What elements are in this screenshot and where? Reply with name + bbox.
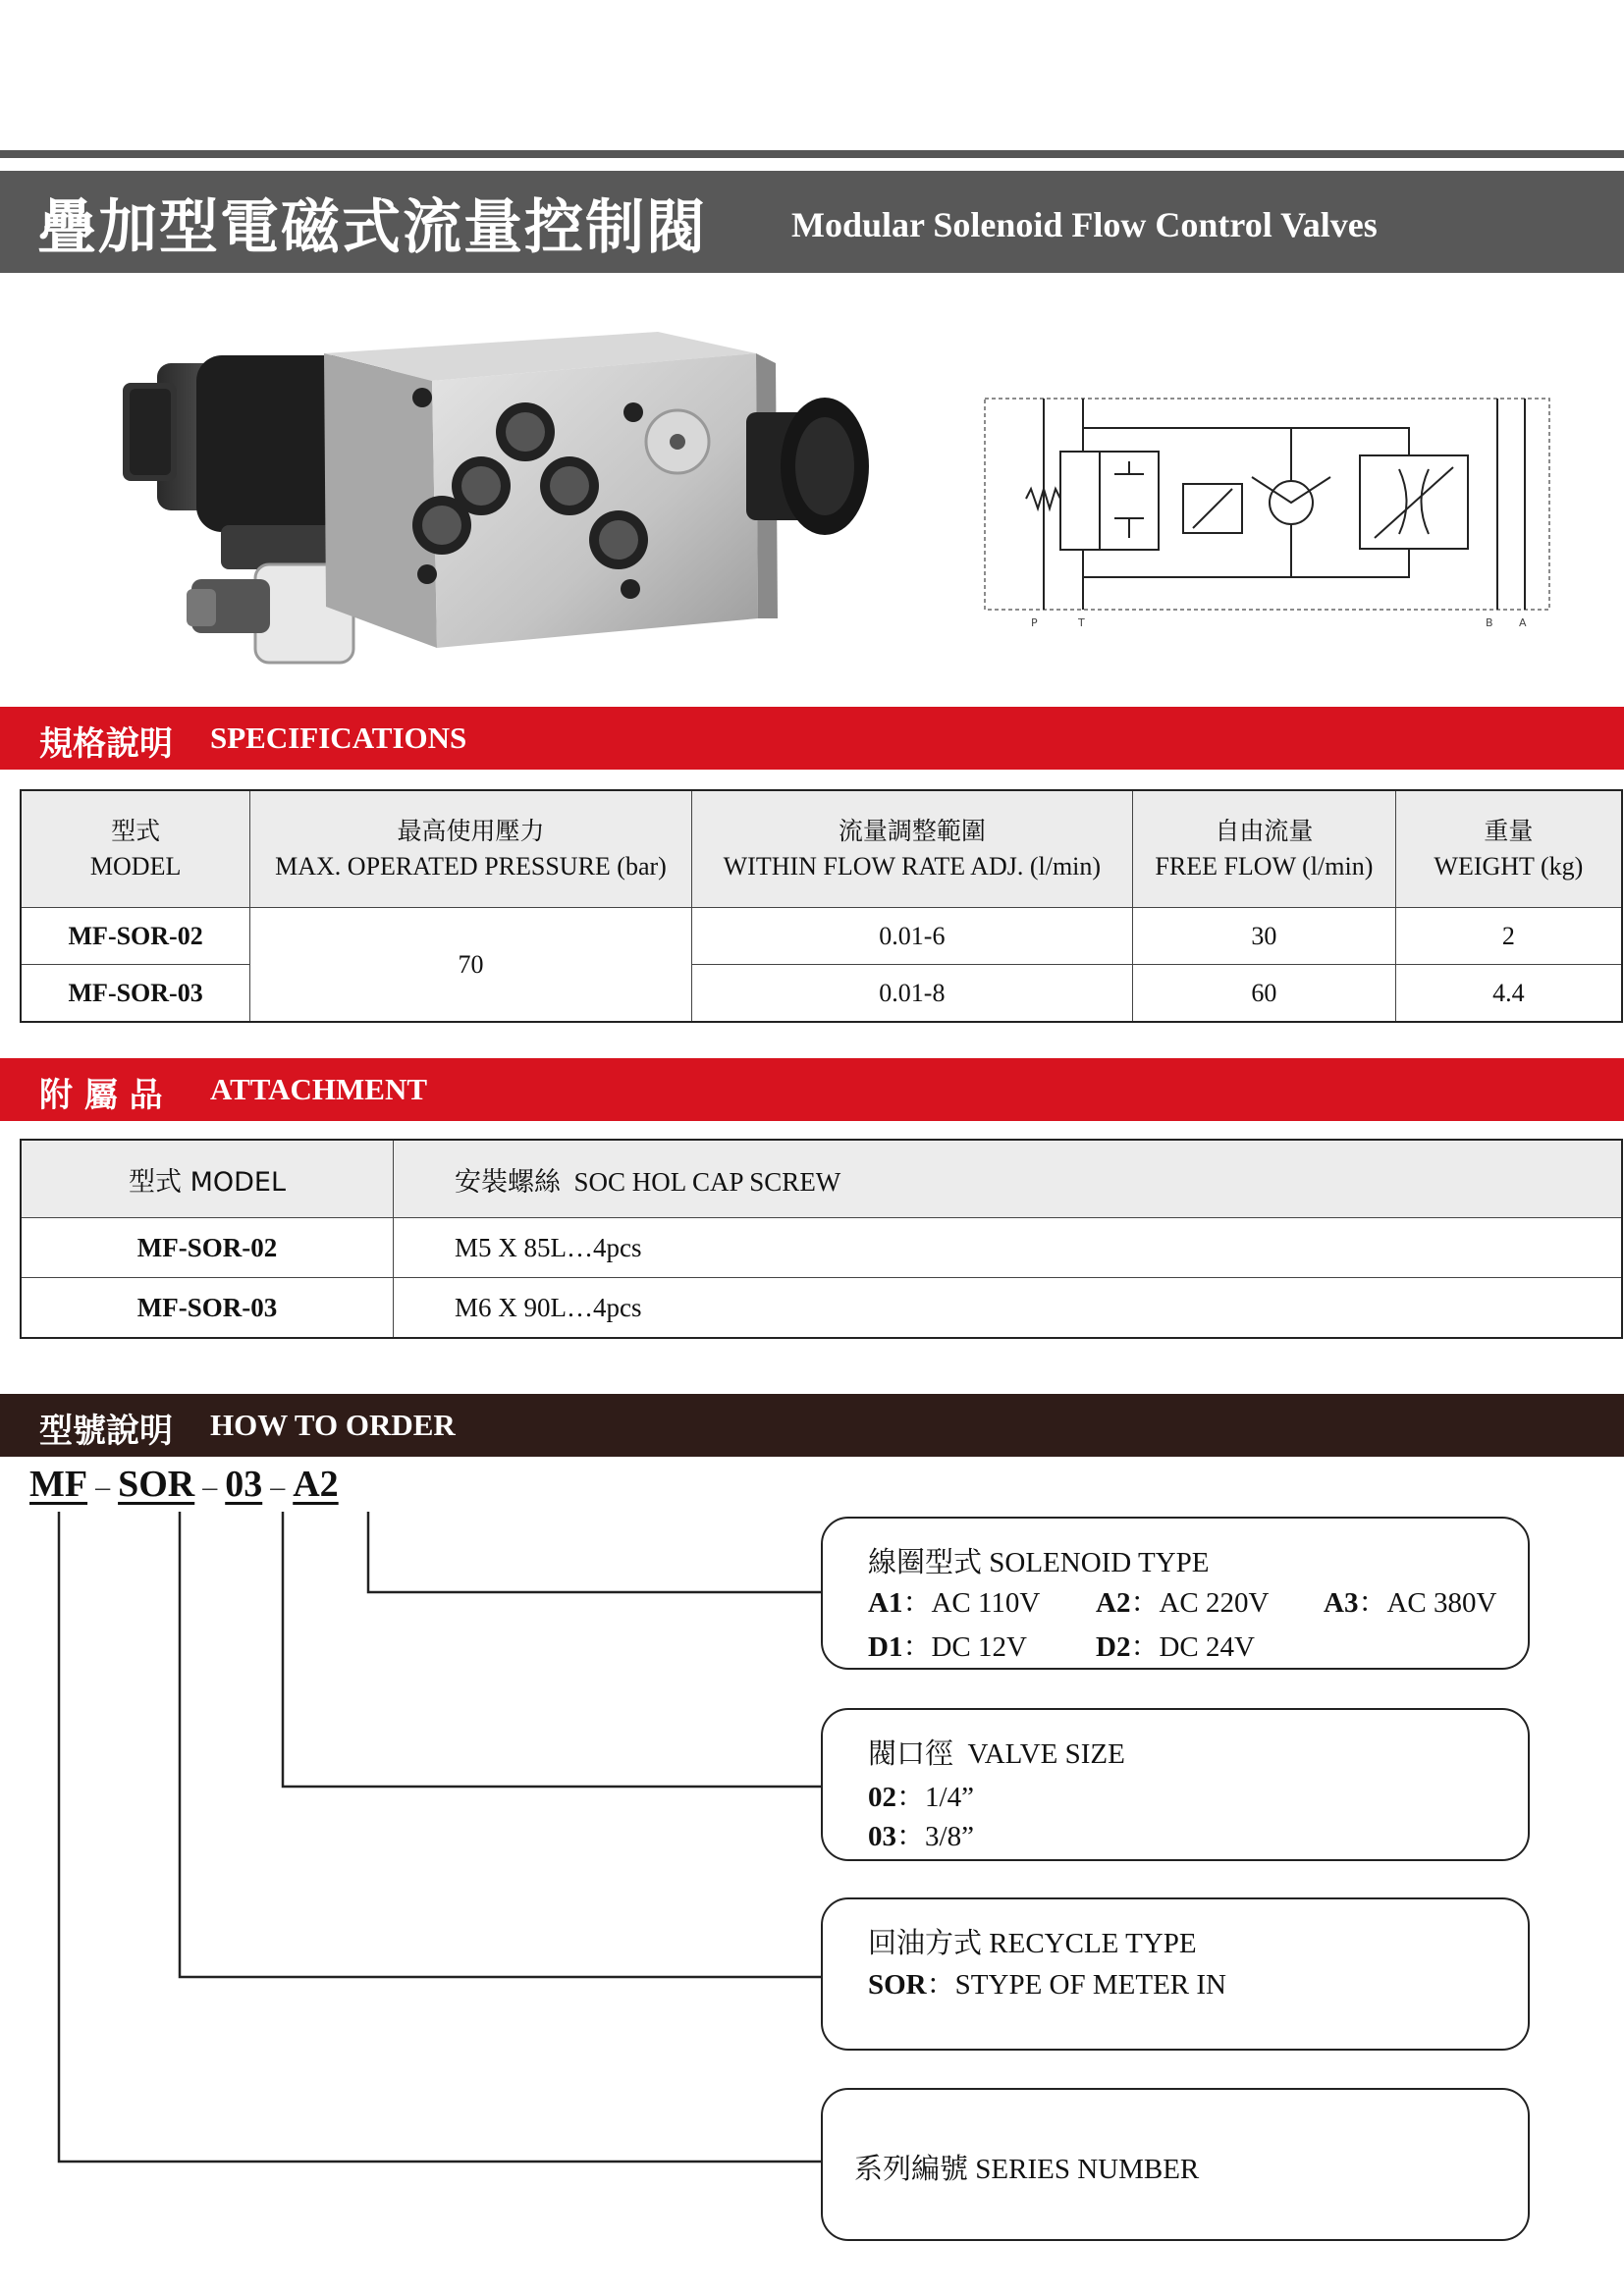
- title-chinese: 疊加型電磁式流量控制閥: [37, 193, 707, 262]
- recycle-type-box: [821, 1897, 1530, 2051]
- spec-free-flow-cell: 30: [1133, 908, 1396, 965]
- spec-col-model: 型式 MODEL: [21, 790, 250, 908]
- attachment-col-screw: 安裝螺絲 SOC HOL CAP SCREW: [394, 1140, 1623, 1218]
- spec-model-cell: MF-SOR-03: [21, 965, 250, 1023]
- order-connector-lines: [0, 1502, 884, 2169]
- solenoid-type-title: 線圈型式 SOLENOID TYPE: [868, 1545, 1210, 1578]
- attachment-model-cell: MF-SOR-02: [21, 1218, 394, 1278]
- how-to-order-heading-zh: 型號說明: [39, 1412, 173, 1451]
- valve-size-option-02: 02：1/4”: [868, 1782, 974, 1813]
- title-english: Modular Solenoid Flow Control Valves: [791, 205, 1378, 244]
- specifications-table: [20, 789, 1623, 1023]
- attachment-heading-zh: 附 屬 品: [39, 1076, 163, 1115]
- solenoid-option-a2: A2：AC 220V: [1096, 1587, 1270, 1619]
- series-number-box: [821, 2088, 1530, 2241]
- spec-col-free-flow: 自由流量 FREE FLOW (l/min): [1133, 790, 1396, 908]
- attachment-col-model: 型式 MODEL: [21, 1140, 394, 1218]
- valve-size-box: [821, 1708, 1530, 1861]
- table-row: [21, 1218, 1622, 1278]
- recycle-type-title: 回油方式 RECYCLE TYPE: [868, 1926, 1197, 1959]
- solenoid-option-d1: D1：DC 12V: [868, 1631, 1027, 1663]
- port-label-t: T: [1078, 616, 1085, 629]
- solenoid-option-d2: D2：DC 24V: [1096, 1631, 1255, 1663]
- spec-weight-cell: 4.4: [1395, 965, 1622, 1023]
- spec-model-cell: MF-SOR-02: [21, 908, 250, 965]
- attachment-heading: [0, 1058, 1624, 1121]
- spec-weight-cell: 2: [1395, 908, 1622, 965]
- recycle-option-sor: SOR：STYPE OF METER IN: [868, 1969, 1226, 2001]
- specifications-heading-zh: 規格說明: [39, 724, 173, 764]
- how-to-order-heading: [0, 1394, 1624, 1457]
- port-label-p: P: [1031, 616, 1038, 629]
- spec-pressure-cell: 70: [250, 908, 691, 1023]
- valve-size-title: 閥口徑 VALVE SIZE: [868, 1736, 1125, 1770]
- spec-col-pressure: 最高使用壓力 MAX. OPERATED PRESSURE (bar): [250, 790, 691, 908]
- solenoid-option-a3: A3：AC 380V: [1324, 1587, 1497, 1619]
- attachment-heading-en: ATTACHMENT: [210, 1072, 428, 1106]
- code-recycle: SOR: [118, 1464, 195, 1505]
- attachment-table: [20, 1139, 1623, 1339]
- attachment-model-cell: MF-SOR-03: [21, 1278, 394, 1339]
- valve-size-option-03: 03：3/8”: [868, 1821, 974, 1852]
- series-number-title: 系列編號 SERIES NUMBER: [854, 2152, 1200, 2185]
- spec-col-flow-adj: 流量調整範圍 WITHIN FLOW RATE ADJ. (l/min): [691, 790, 1132, 908]
- specifications-heading: [0, 707, 1624, 770]
- order-code: MF – SOR – 03 – A2: [29, 1464, 339, 1505]
- spec-flow-adj-cell: 0.01-8: [691, 965, 1132, 1023]
- spec-col-weight: 重量 WEIGHT (kg): [1395, 790, 1622, 908]
- header-rule: [0, 150, 1624, 158]
- specifications-heading-en: SPECIFICATIONS: [210, 721, 467, 755]
- attachment-screw-cell: M6 X 90L…4pcs: [394, 1278, 1623, 1339]
- port-label-a: A: [1519, 616, 1527, 629]
- how-to-order-heading-en: HOW TO ORDER: [210, 1408, 456, 1442]
- solenoid-type-box: [821, 1517, 1530, 1670]
- hydraulic-symbol: [977, 391, 1566, 631]
- product-photo: [98, 294, 884, 687]
- solenoid-option-a1: A1：AC 110V: [868, 1587, 1041, 1619]
- table-row: [21, 908, 1622, 965]
- table-row: [21, 1278, 1622, 1339]
- spec-header-row: [21, 790, 1622, 908]
- port-label-b: B: [1486, 616, 1493, 629]
- attachment-header-row: [21, 1140, 1622, 1218]
- code-solenoid: A2: [293, 1464, 339, 1505]
- code-size: 03: [225, 1464, 263, 1505]
- spec-flow-adj-cell: 0.01-6: [691, 908, 1132, 965]
- attachment-screw-cell: M5 X 85L…4pcs: [394, 1218, 1623, 1278]
- code-series: MF: [29, 1464, 88, 1505]
- spec-free-flow-cell: 60: [1133, 965, 1396, 1023]
